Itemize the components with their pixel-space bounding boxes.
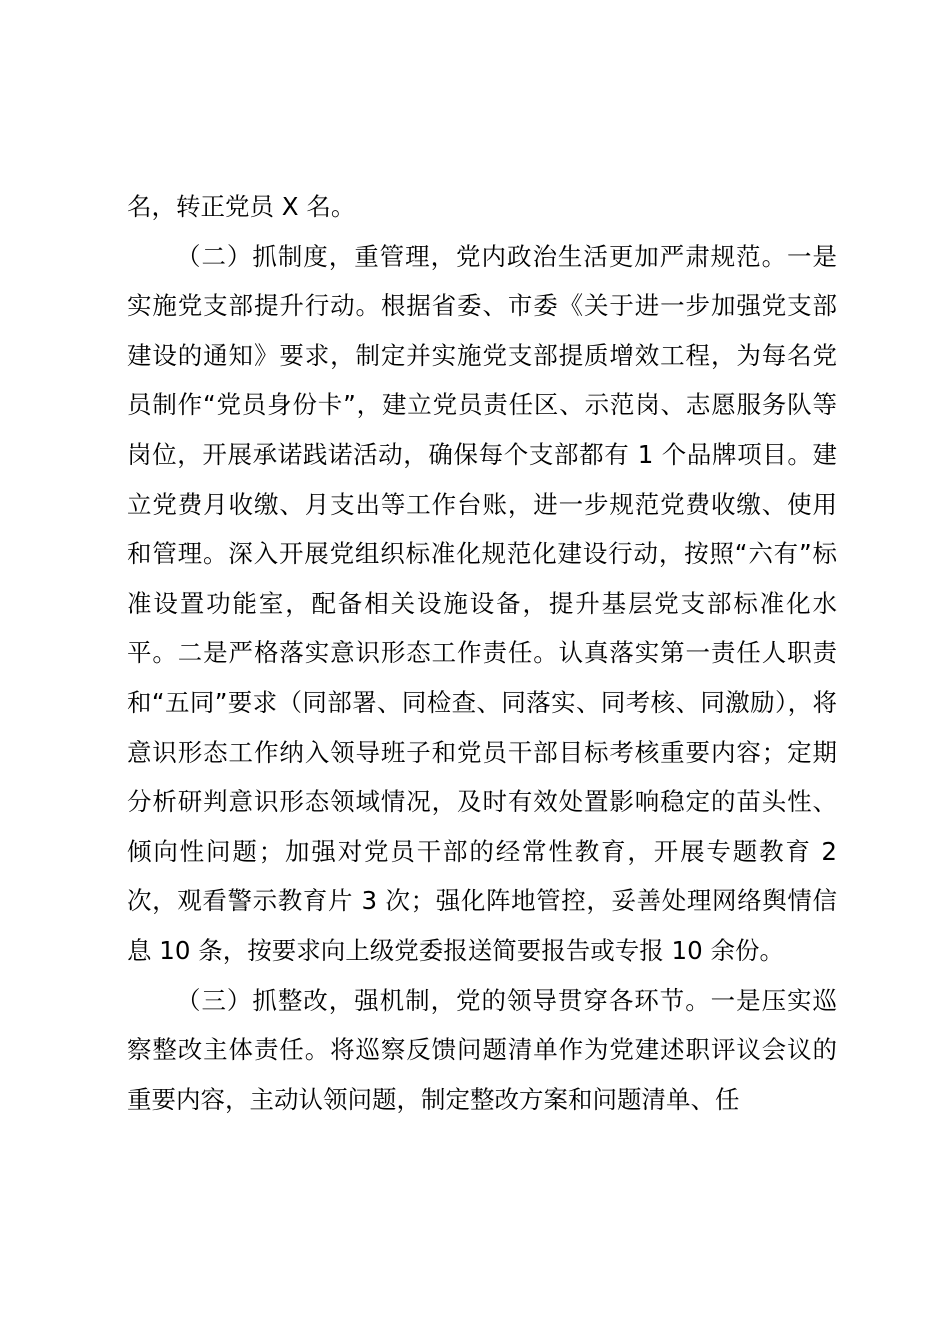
- document-body: [127, 182, 837, 1124]
- paragraph-section-two: （二）抓制度，重管理，党内政治生活更加严肃规范。一是实施党支部提升行动。根据省委、市委《关于进一步加强党支部建设的通知》要求，制定并实施党支部提质增效工程，为每名党员制作“党员身份卡”，建立党员责任区、示范岗、志愿服务队等岗位，开展承诺践诺活动，确保每个支部都有 1 个品牌项目。建立党费月收缴、月支出等工作台账，进一步规范党费收缴、使用和管理。深入开展党组织标准化规范化建设行动，按照“六有”标准设置功能室，配备相关设施设备，提升基层党支部标准化水平。二是严格落实意识形态工作责任。认真落实第一责任人职责和“五同”要求（同部署、同检查、同落实、同考核、同激励），将意识形态工作纳入领导班子和党员干部目标考核重要内容；定期分析研判意识形态领域情况，及时有效处置影响稳定的苗头性、倾向性问题；加强对党员干部的经常性教育，开展专题教育 2 次，观看警示教育片 3 次；强化阵地管控，妥善处理网络舆情信息 10 条，按要求向上级党委报送简要报告或专报 10 余份。: [127, 241, 837, 965]
- paragraph-continuation: 名，转正党员 X 名。: [127, 192, 356, 221]
- paragraph-section-three: （三）抓整改，强机制，党的领导贯穿各环节。一是压实巡察整改主体责任。将巡察反馈问题清单作为党建述职评议会议的重要内容，主动认领问题，制定整改方案和问题清单、任: [127, 985, 837, 1114]
